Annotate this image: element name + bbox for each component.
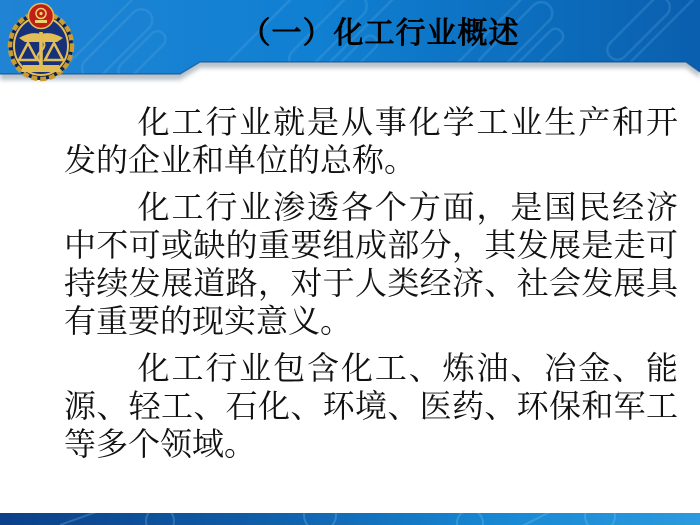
paragraph-3: 化工行业包含化工、炼油、冶金、能源、轻工、石化、环境、医药、环保和军工等多个领域。 — [64, 350, 678, 462]
body-text-block — [64, 103, 678, 472]
slide-title: （一）化工行业概述 — [240, 17, 520, 50]
paragraph-2: 化工行业渗透各个方面，是国民经济中不可或缺的重要组成部分，其发展是走可持续发展道路，对于人类经济、社会发展具有重要的现实意义。 — [64, 189, 678, 339]
national-emblem-icon — [29, 4, 54, 29]
bottom-bar — [0, 513, 700, 525]
scales-icon — [19, 32, 63, 66]
industry-commerce-emblem-logo — [6, 2, 76, 82]
bottom-bar-pattern-icon — [0, 513, 700, 525]
ribbon-icon — [21, 65, 61, 72]
paragraph-1: 化工行业就是从事化学工业生产和开发的企业和单位的总称。 — [64, 104, 678, 178]
